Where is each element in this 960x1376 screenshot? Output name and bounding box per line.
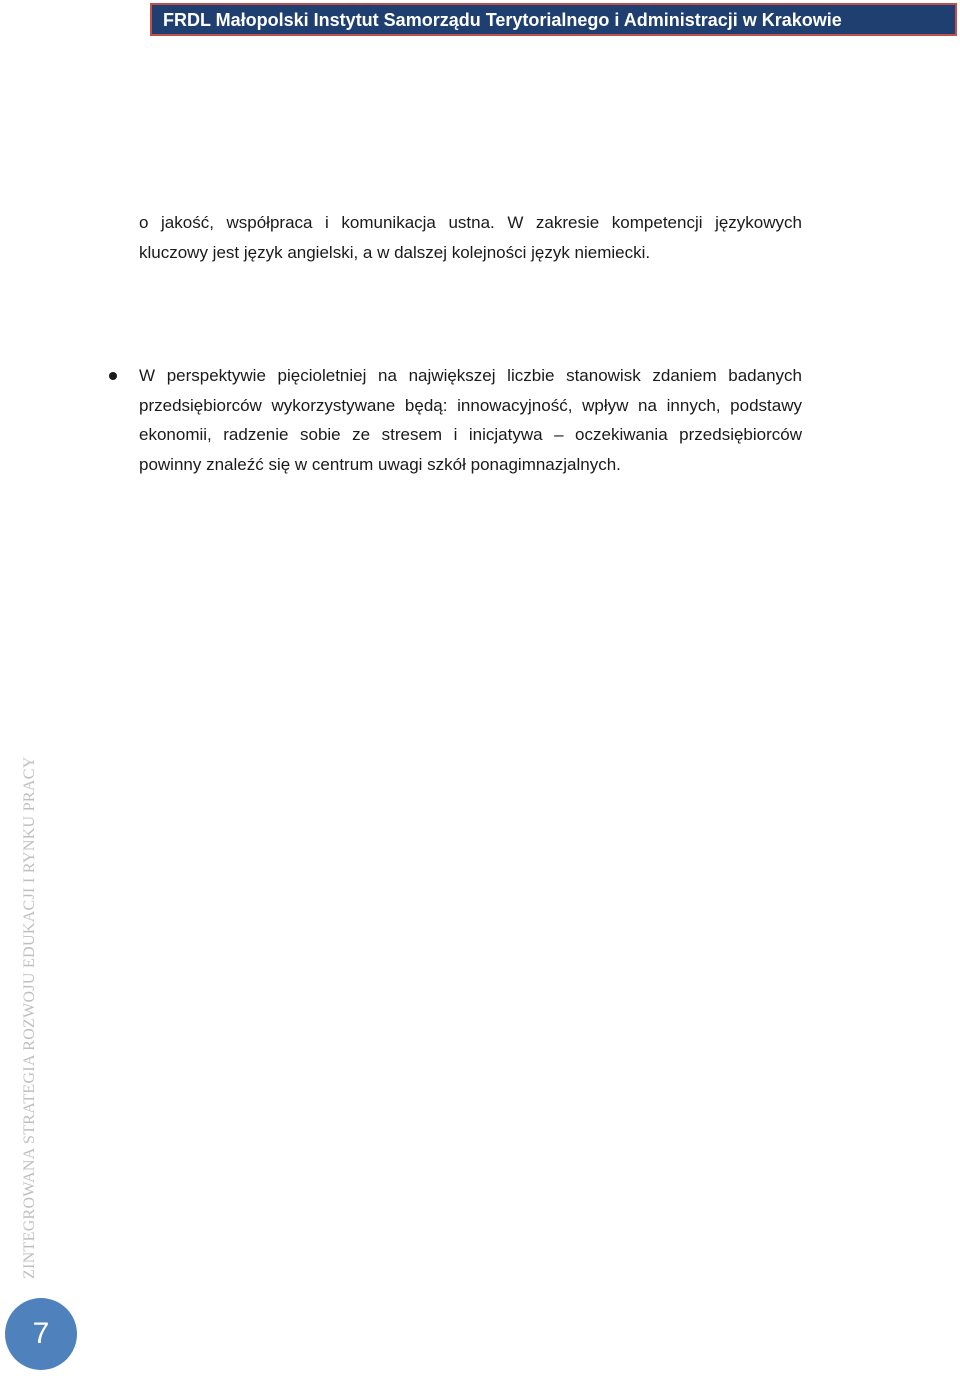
sidebar-title: ZINTEGROWANA STRATEGIA ROZWOJU EDUKACJI I RYNKU PRACY <box>21 756 38 1279</box>
page-number-badge <box>5 1298 77 1370</box>
body-paragraph-2: W perspektywie pięcioletniej na największej liczbie stanowisk zdaniem badanych przedsiębiorców wykorzystywane będą: innowacyjność, wpływ na innych, podstawy ekonomii, radzenie sobie ze stresem i inicjatywa – oczekiwania przedsiębiorców powinny znaleźć się w centrum uwagi szkół ponagimnazjalnych. <box>139 366 802 474</box>
bullet-icon <box>109 372 117 380</box>
page-number: 7 <box>32 1317 50 1350</box>
header-title: FRDL Małopolski Instytut Samorządu Terytorialnego i Administracji w Krakowie <box>163 10 842 30</box>
body-paragraph-1: o jakość, współpraca i komunikacja ustna. W zakresie kompetencji językowych kluczowy jest język angielski, a w dalszej kolejności język niemiecki. <box>139 213 802 262</box>
header-banner <box>150 3 957 36</box>
